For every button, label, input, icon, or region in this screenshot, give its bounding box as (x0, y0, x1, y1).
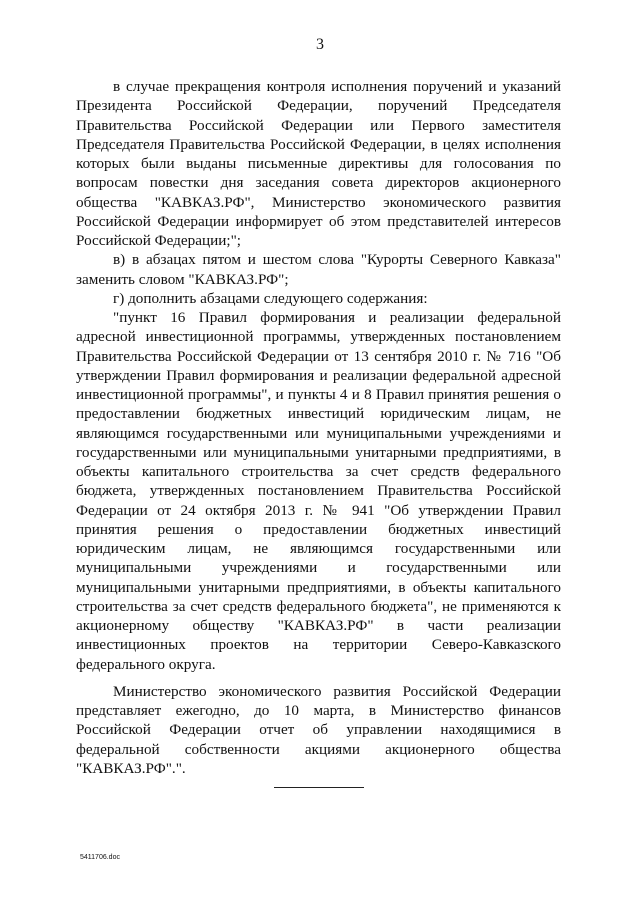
document-body (76, 77, 561, 778)
paragraph-annual-report: Министерство экономического развития Российской Федерации представляет ежегодно, до 10 марта, в Министерство финансов Российской Федерации отчет об управлении находящимися в федеральной собственности акциями акционерного общества "КАВКАЗ.РФ".". (76, 682, 561, 777)
paragraph-control-termination: в случае прекращения контроля исполнения поручений и указаний Президента Российской Федерации, поручений Председателя Правительства Российской Федерации или Первого заместителя Председателя Правительства Российской Федерации, в целях исполнения которых были выданы письменные директивы для голосования по вопросам повестки дня заседания совета директоров акционерного общества "КАВКАЗ.РФ", Министерство экономического развития Российской Федерации информирует об этом представителей интересов Российской Федерации;"; (76, 78, 561, 249)
paragraph-item-g: г) дополнить абзацами следующего содержания: (113, 289, 428, 307)
closing-divider (274, 787, 364, 788)
page-number: 3 (316, 36, 324, 53)
paragraph-item-v: в) в абзацах пятом и шестом слова "Курорты Северного Кавказа" заменить словом "КАВКАЗ.РФ"; (76, 251, 561, 288)
footer-file-name: 5411706.doc (80, 854, 120, 861)
paragraph-rules-exemption: "пункт 16 Правил формирования и реализации федеральной адресной инвестиционной программы, утвержденных постановлением Правительства Российской Федерации от 13 сентября 2010 г. № 716 "Об утверждении Правил формирования и реализации федеральной адресной инвестиционной программы", и пункты 4 и 8 Правил принятия решения о предоставлении бюджетных инвестиций юридическим лицам, не являющимся государственными или муниципальными учреждениями и государственными или муниципальными унитарными предприятиями, в объекты капитального строительства за счет средств федерального бюджета, утвержденных постановлением Правительства Российской Федерации от 24 октября 2013 г. № 941 "Об утверждении Правил принятия решения о предоставлении бюджетных инвестиций юридическим лицам, не являющимся государственными или муниципальными учреждениями и государственными или муниципальными унитарными предприятиями, в объекты капитального строительства за счет средств федерального бюджета", не применяются к акционерному обществу "КАВКАЗ.РФ" в части реализации инвестиционных проектов на территории Северо-Кавказского федерального округа. (76, 309, 561, 673)
